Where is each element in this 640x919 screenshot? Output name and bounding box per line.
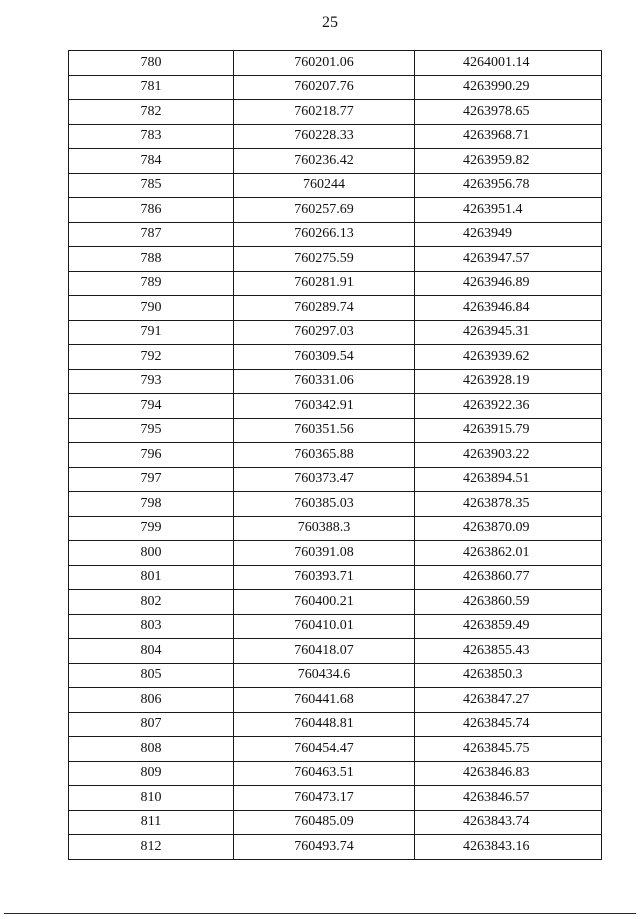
y-coordinate-cell: 4263846.57	[415, 786, 602, 811]
x-coordinate-cell: 760393.71	[234, 565, 415, 590]
y-coordinate-cell: 4263845.75	[415, 737, 602, 762]
table-row	[69, 100, 602, 125]
point-number-cell: 785	[69, 173, 234, 198]
point-number-cell: 783	[69, 124, 234, 149]
point-number-cell: 804	[69, 639, 234, 664]
point-number-cell: 794	[69, 394, 234, 419]
x-coordinate-cell: 760385.03	[234, 492, 415, 517]
table-row	[69, 443, 602, 468]
y-coordinate-cell: 4263846.83	[415, 761, 602, 786]
x-coordinate-cell: 760218.77	[234, 100, 415, 125]
table-row	[69, 394, 602, 419]
table-row	[69, 835, 602, 860]
point-number-cell: 807	[69, 712, 234, 737]
y-coordinate-cell: 4263870.09	[415, 516, 602, 541]
table-row	[69, 786, 602, 811]
table-row	[69, 247, 602, 272]
y-coordinate-cell: 4263959.82	[415, 149, 602, 174]
x-coordinate-cell: 760351.56	[234, 418, 415, 443]
x-coordinate-cell: 760297.03	[234, 320, 415, 345]
x-coordinate-cell: 760485.09	[234, 810, 415, 835]
table-row	[69, 369, 602, 394]
x-coordinate-cell: 760454.47	[234, 737, 415, 762]
x-coordinate-cell: 760400.21	[234, 590, 415, 615]
point-number-cell: 797	[69, 467, 234, 492]
y-coordinate-cell: 4263903.22	[415, 443, 602, 468]
x-coordinate-cell: 760448.81	[234, 712, 415, 737]
x-coordinate-cell: 760373.47	[234, 467, 415, 492]
y-coordinate-cell: 4263928.19	[415, 369, 602, 394]
table-row	[69, 712, 602, 737]
table-row	[69, 149, 602, 174]
y-coordinate-cell: 4263946.89	[415, 271, 602, 296]
y-coordinate-cell: 4263968.71	[415, 124, 602, 149]
x-coordinate-cell: 760388.3	[234, 516, 415, 541]
y-coordinate-cell: 4263894.51	[415, 467, 602, 492]
table-row	[69, 541, 602, 566]
point-number-cell: 784	[69, 149, 234, 174]
x-coordinate-cell: 760244	[234, 173, 415, 198]
point-number-cell: 802	[69, 590, 234, 615]
table-row	[69, 516, 602, 541]
y-coordinate-cell: 4263862.01	[415, 541, 602, 566]
point-number-cell: 800	[69, 541, 234, 566]
point-number-cell: 790	[69, 296, 234, 321]
page-number: 25	[322, 14, 338, 31]
x-coordinate-cell: 760309.54	[234, 345, 415, 370]
bottom-rule	[4, 913, 636, 914]
y-coordinate-cell: 4263978.65	[415, 100, 602, 125]
x-coordinate-cell: 760434.6	[234, 663, 415, 688]
y-coordinate-cell: 4263843.74	[415, 810, 602, 835]
y-coordinate-cell: 4263860.59	[415, 590, 602, 615]
point-number-cell: 781	[69, 75, 234, 100]
x-coordinate-cell: 760228.33	[234, 124, 415, 149]
coordinate-table	[68, 50, 602, 860]
point-number-cell: 801	[69, 565, 234, 590]
point-number-cell: 780	[69, 51, 234, 76]
x-coordinate-cell: 760365.88	[234, 443, 415, 468]
table-row	[69, 761, 602, 786]
table-row	[69, 320, 602, 345]
y-coordinate-cell: 4263949	[415, 222, 602, 247]
y-coordinate-cell: 4263915.79	[415, 418, 602, 443]
point-number-cell: 791	[69, 320, 234, 345]
x-coordinate-cell: 760266.13	[234, 222, 415, 247]
x-coordinate-cell: 760289.74	[234, 296, 415, 321]
y-coordinate-cell: 4263922.36	[415, 394, 602, 419]
table-row	[69, 565, 602, 590]
table-row	[69, 345, 602, 370]
point-number-cell: 811	[69, 810, 234, 835]
x-coordinate-cell: 760463.51	[234, 761, 415, 786]
y-coordinate-cell: 4263878.35	[415, 492, 602, 517]
table-row	[69, 467, 602, 492]
point-number-cell: 803	[69, 614, 234, 639]
point-number-cell: 798	[69, 492, 234, 517]
y-coordinate-cell: 4263859.49	[415, 614, 602, 639]
y-coordinate-cell: 4263860.77	[415, 565, 602, 590]
x-coordinate-cell: 760207.76	[234, 75, 415, 100]
x-coordinate-cell: 760473.17	[234, 786, 415, 811]
y-coordinate-cell: 4263945.31	[415, 320, 602, 345]
y-coordinate-cell: 4263843.16	[415, 835, 602, 860]
x-coordinate-cell: 760201.06	[234, 51, 415, 76]
table-row	[69, 75, 602, 100]
point-number-cell: 812	[69, 835, 234, 860]
coordinate-table-body	[69, 51, 602, 860]
point-number-cell: 806	[69, 688, 234, 713]
point-number-cell: 796	[69, 443, 234, 468]
table-row	[69, 124, 602, 149]
x-coordinate-cell: 760410.01	[234, 614, 415, 639]
point-number-cell: 805	[69, 663, 234, 688]
point-number-cell: 809	[69, 761, 234, 786]
point-number-cell: 792	[69, 345, 234, 370]
table-row	[69, 614, 602, 639]
y-coordinate-cell: 4263951.4	[415, 198, 602, 223]
table-row	[69, 492, 602, 517]
y-coordinate-cell: 4263845.74	[415, 712, 602, 737]
point-number-cell: 808	[69, 737, 234, 762]
table-row	[69, 198, 602, 223]
point-number-cell: 782	[69, 100, 234, 125]
point-number-cell: 789	[69, 271, 234, 296]
x-coordinate-cell: 760281.91	[234, 271, 415, 296]
table-row	[69, 271, 602, 296]
table-row	[69, 222, 602, 247]
table-row	[69, 737, 602, 762]
y-coordinate-cell: 4263847.27	[415, 688, 602, 713]
x-coordinate-cell: 760331.06	[234, 369, 415, 394]
table-row	[69, 639, 602, 664]
x-coordinate-cell: 760275.59	[234, 247, 415, 272]
point-number-cell: 793	[69, 369, 234, 394]
y-coordinate-cell: 4263855.43	[415, 639, 602, 664]
table-row	[69, 173, 602, 198]
x-coordinate-cell: 760418.07	[234, 639, 415, 664]
table-row	[69, 296, 602, 321]
y-coordinate-cell: 4263956.78	[415, 173, 602, 198]
table-row	[69, 688, 602, 713]
table-row	[69, 418, 602, 443]
x-coordinate-cell: 760257.69	[234, 198, 415, 223]
table-row	[69, 810, 602, 835]
table-row	[69, 663, 602, 688]
point-number-cell: 795	[69, 418, 234, 443]
x-coordinate-cell: 760342.91	[234, 394, 415, 419]
x-coordinate-cell: 760493.74	[234, 835, 415, 860]
y-coordinate-cell: 4263990.29	[415, 75, 602, 100]
point-number-cell: 787	[69, 222, 234, 247]
y-coordinate-cell: 4263947.57	[415, 247, 602, 272]
x-coordinate-cell: 760441.68	[234, 688, 415, 713]
y-coordinate-cell: 4263850.3	[415, 663, 602, 688]
point-number-cell: 788	[69, 247, 234, 272]
x-coordinate-cell: 760391.08	[234, 541, 415, 566]
point-number-cell: 786	[69, 198, 234, 223]
table-row	[69, 51, 602, 76]
table-row	[69, 590, 602, 615]
point-number-cell: 799	[69, 516, 234, 541]
y-coordinate-cell: 4263939.62	[415, 345, 602, 370]
x-coordinate-cell: 760236.42	[234, 149, 415, 174]
point-number-cell: 810	[69, 786, 234, 811]
y-coordinate-cell: 4264001.14	[415, 51, 602, 76]
y-coordinate-cell: 4263946.84	[415, 296, 602, 321]
